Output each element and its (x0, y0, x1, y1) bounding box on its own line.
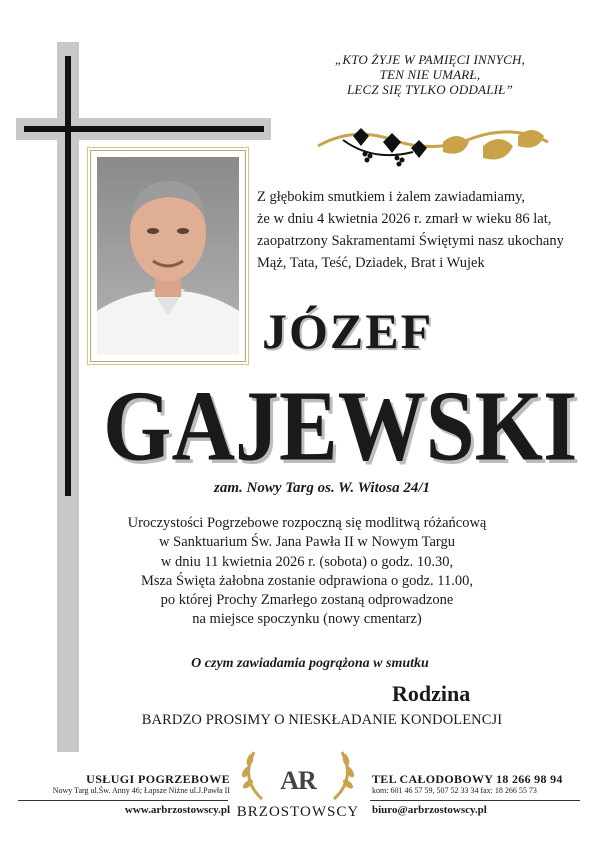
ceremony-line: na miejsce spoczynku (nowy cmentarz) (192, 611, 422, 628)
ceremony-line: Msza Święta żałobna zostanie odprawiona o godz. 11.00, (140, 572, 474, 589)
condolence-request: BARDZO PROSIMY O NIESKŁADANIE KONDOLENCJI (141, 712, 503, 728)
website-link[interactable]: www.arbrzostowscy.pl (124, 804, 230, 816)
quote-line: „KTO ŻYJE W PAMIĘCI INNYCH, (334, 52, 526, 67)
intro-text (257, 186, 587, 274)
intro-line: Mąż, Tata, Teść, Dziadek, Brat i Wujek (257, 255, 485, 271)
footer-divider-right (370, 800, 580, 801)
cross-horizontal-bar (24, 126, 264, 132)
announcement: O czym zawiadamia pogrążona w smutku (191, 656, 429, 671)
intro-line: zaopatrzony Sakramentami Świętymi nasz ukochany (257, 233, 564, 249)
deceased-last-name: GAJEWSKI (103, 370, 578, 483)
logo-name: BRZOSTOWSCY (236, 804, 360, 820)
deceased-address: zam. Nowy Targ os. W. Witosa 24/1 (213, 480, 430, 496)
portrait-photo (90, 150, 246, 362)
ceremony-details (92, 514, 522, 630)
footer-divider-left (18, 800, 228, 801)
memorial-quote (290, 52, 570, 97)
email-link[interactable]: biuro@arbrzostowscy.pl (372, 804, 487, 816)
ceremony-line: w dniu 11 kwietnia 2026 r. (sobota) o godz. 10.30, (160, 553, 454, 570)
ceremony-line: Uroczystości Pogrzebowe rozpoczną się modlitwą różańcową (127, 515, 487, 531)
ceremony-line: po której Prochy Zmarłego zostaną odprowadzone (160, 592, 454, 609)
intro-line: Z głębokim smutkiem i żalem zawiadamiamy, (257, 189, 526, 205)
phone-24h: TEL CAŁODOBOWY 18 266 98 94 (372, 772, 563, 786)
funeral-services-address: Nowy Targ ul.Św. Anny 46; Łapsze Niżne ul.J.Pawła II (52, 786, 230, 795)
funeral-services-title: USŁUGI POGRZEBOWE (86, 772, 230, 786)
deceased-first-name: JÓZEF (262, 303, 434, 359)
quote-line: TEN NIE UMARŁ, (379, 67, 481, 82)
grapevine-ornament (313, 122, 553, 176)
mobile-fax-numbers: kom: 601 46 57 59, 507 52 33 34 fax: 18 266 55 73 (372, 786, 537, 795)
cross-vertical-bar (65, 56, 71, 496)
family-signature: Rodzina (392, 681, 471, 706)
quote-line: LECZ SIĘ TYLKO ODDALIŁ” (346, 82, 514, 97)
intro-line: że w dniu 4 kwietnia 2026 r. zmarł w wieku 86 lat, (257, 211, 552, 227)
ceremony-line: w Sanktuarium Św. Jana Pawła II w Nowym Targu (159, 534, 455, 551)
gold-leaf-icon (443, 130, 544, 160)
logo-letters: AR (280, 766, 316, 795)
